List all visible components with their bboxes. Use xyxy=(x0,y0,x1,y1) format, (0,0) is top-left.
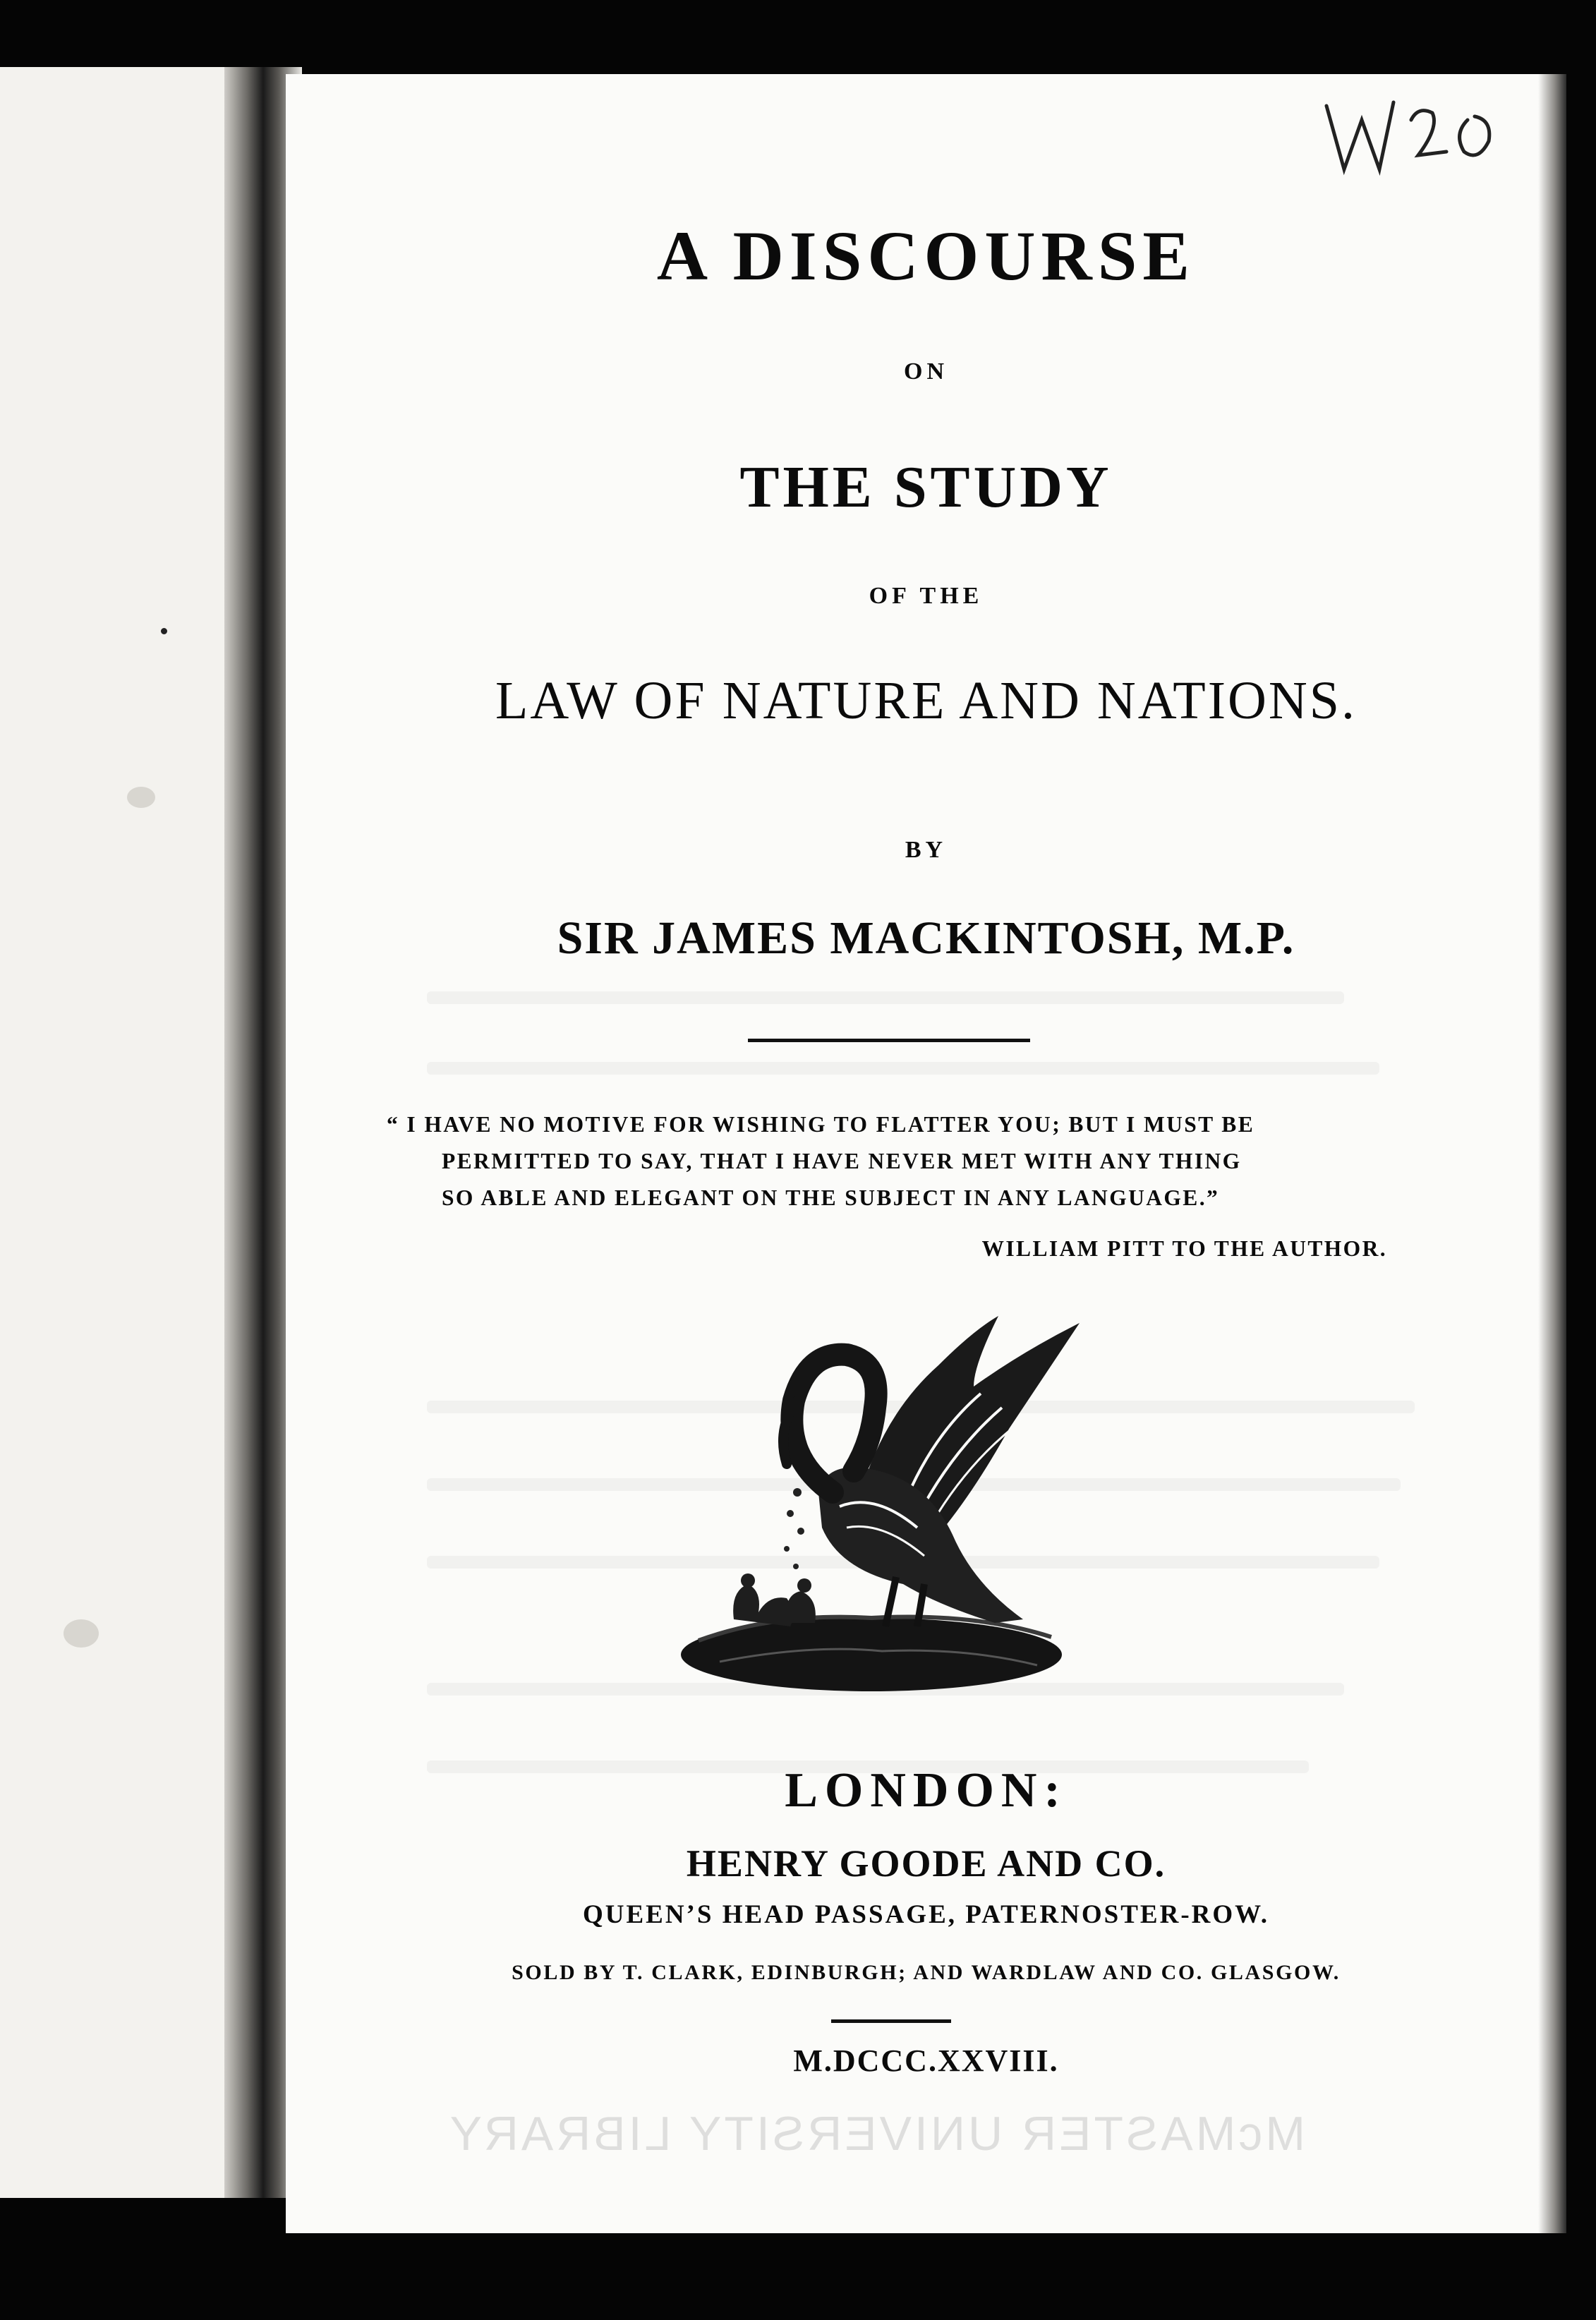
pelican-emblem-icon xyxy=(670,1281,1080,1718)
ink-speck xyxy=(161,628,167,634)
imprint-rule xyxy=(831,2019,951,2023)
imprint-date: M.DCCC.XXVIII. xyxy=(793,2043,1059,2078)
foxing-spot xyxy=(127,787,155,808)
divider-rule xyxy=(748,1039,1030,1042)
handwritten-shelfmark-icon xyxy=(1305,92,1517,191)
title-connector-on: ON xyxy=(904,358,948,385)
library-stamp: McMASTER UNIVERSITY LIBRARY xyxy=(447,2107,1305,2161)
imprint-sold-by: SOLD BY T. CLARK, EDINBURGH; AND WARDLAW AND CO. GLASGOW. xyxy=(512,1961,1341,1984)
byline-by: BY xyxy=(905,837,948,863)
epigraph-attribution: WILLIAM PITT TO THE AUTHOR. xyxy=(981,1236,1387,1261)
foxing-spot xyxy=(64,1619,99,1648)
epigraph-line: “ I HAVE NO MOTIVE FOR WISHING TO FLATTER YOU; BUT I MUST BE xyxy=(387,1112,1255,1137)
imprint-address: QUEEN’S HEAD PASSAGE, PATERNOSTER-ROW. xyxy=(582,1900,1270,1929)
imprint-city: LONDON: xyxy=(785,1763,1068,1818)
left-blank-page xyxy=(0,67,233,2198)
epigraph-line: PERMITTED TO SAY, THAT I HAVE NEVER MET WITH ANY THING xyxy=(442,1149,1242,1173)
title-line-discourse: A DISCOURSE xyxy=(656,217,1196,295)
imprint-publisher: HENRY GOODE AND CO. xyxy=(686,1842,1166,1885)
epigraph xyxy=(387,1106,1397,1216)
title-line-law: LAW OF NATURE AND NATIONS. xyxy=(495,671,1358,730)
title-line-study: THE STUDY xyxy=(739,454,1113,520)
author-name: SIR JAMES MACKINTOSH, M.P. xyxy=(557,912,1295,964)
epigraph-line: SO ABLE AND ELEGANT ON THE SUBJECT IN ANY LANGUAGE.” xyxy=(442,1185,1220,1210)
title-connector-of-the: OF THE xyxy=(869,583,984,609)
